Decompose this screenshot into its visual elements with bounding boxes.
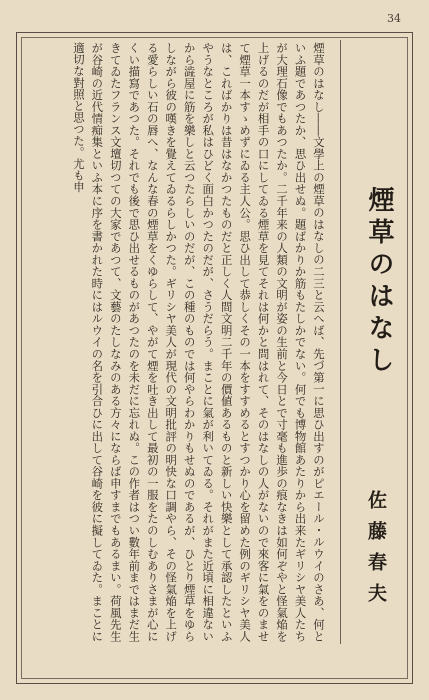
article-author: 佐藤春夫	[365, 490, 387, 614]
article-title: 煙草のはなし	[364, 186, 394, 378]
page-number: 34	[387, 12, 401, 25]
title-column	[349, 40, 411, 640]
title-divider	[340, 40, 341, 644]
article-body: 煙草のはなし――文學上の煙草のはなしの二三と云へば、先づ第一に思ひ出すのがピエール・ルウイのさあ、何といふ題であつたか、思ひ出せぬ。題ばかりか筋もたしかでない。何でも博物館あたりから出来たギリシヤ美人たちが大理石像でもあつたか。二千年来の人類の文明が姿の生前と今日とで寸毫も進歩の痕なきは如何ぞやと怪氣焔を上げるのだが相手の口にしてゐる煙草を見てそれは何かと問はれて、そのはなしの人がないので來客に氣をのませて煙草一本すゝめずにゐる主人公。思ひ出して恭しくその一本をすすめるとすつかり心を留めた例のギリシヤ美人は、こればかりは昔はなかつたものだと正しく人間文明二千年の價値あるものと新しい快樂として承認したといふやうなところが私はひどく面白かつたのだが、さうだらう。まことに氣が利いてゐる。それがまた近頃に相違ないから澁屋に筋を樂しと云つたらしいのだが、この種のものでは何やらわかりもせぬのであるが、ひとり煙草をゆらしながら彼の嘆きを覺えてゐるらしかつた。ギリシヤ美人が現代の文明批評の明快な口調やら、その怪氣焔を上げる愛らしい石の唇へ、なんな春の煙草をくゆらして、やがて煙を吐き出して最初の一服をたのしむありさまが心にくい描寫であつた。それでも後で思ひ出せるものがあつたのを未だに忘れぬ。この作者はつい數年前まではまだ生きてゐたフランス文壇切つての大家であつて、文藝のたしなみのある方々にならば申すまでもあるまい。荷風先生が谷崎の近代情痴集といふ本に序を書かれた時にはルウイの名を引合ひに出して谷崎を彼に擬してゐた。まことに適切な對照と思つた。尤も申	[71, 42, 326, 642]
